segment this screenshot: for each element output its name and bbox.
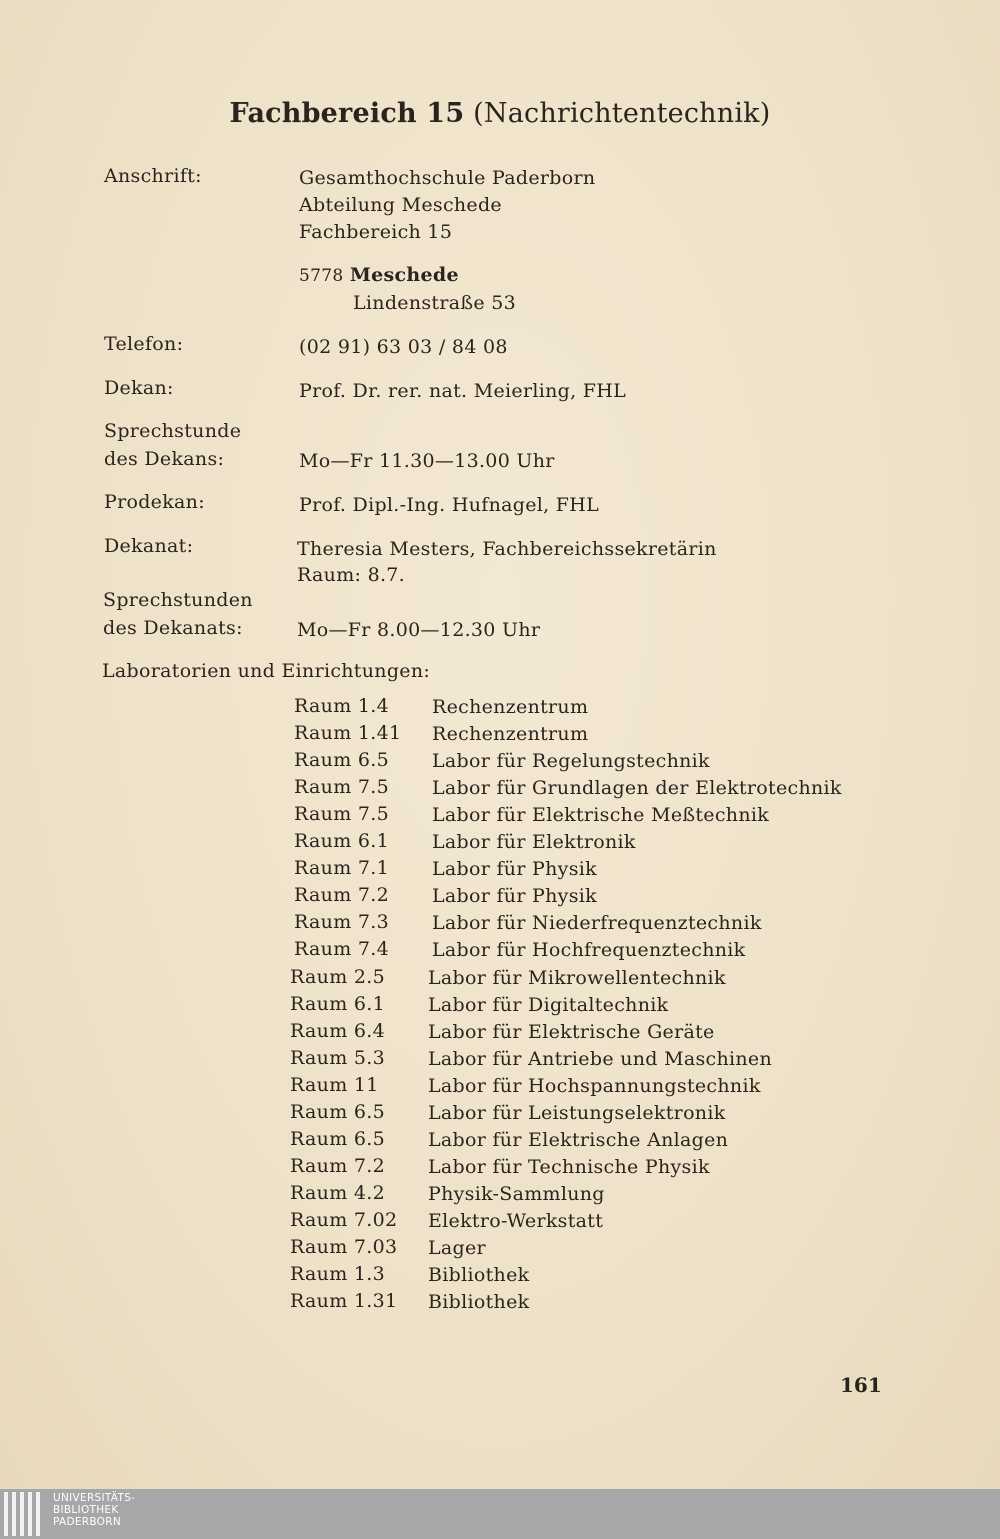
prodean-value: Prof. Dipl.-Ing. Hufnagel, FHL	[299, 494, 600, 516]
lab-room: Raum 7.2	[290, 1155, 385, 1177]
lab-room: Raum 1.3	[290, 1263, 385, 1285]
title-bold: Fachbereich 15	[229, 98, 465, 129]
lab-room: Raum 7.1	[294, 857, 389, 879]
lab-name: Elektro-Werkstatt	[428, 1210, 604, 1232]
prodean-label: Prodekan:	[104, 491, 205, 513]
lab-room: Raum 6.5	[290, 1101, 385, 1123]
lab-room: Raum 7.03	[290, 1236, 398, 1258]
footer-line2: BIBLIOTHEK	[53, 1504, 119, 1516]
dean-value: Prof. Dr. rer. nat. Meierling, FHL	[299, 380, 627, 402]
lab-name: Physik-Sammlung	[428, 1183, 605, 1205]
title-rest: (Nachrichtentechnik)	[464, 98, 771, 129]
lab-room: Raum 7.2	[294, 884, 389, 906]
phone-value: (02 91) 63 03 / 84 08	[299, 336, 508, 358]
labs-heading: Laboratorien und Einrichtungen:	[102, 660, 431, 682]
lab-room: Raum 2.5	[290, 966, 385, 988]
address-label: Anschrift:	[104, 165, 202, 187]
dean-hours-value: Mo—Fr 11.30—13.00 Uhr	[299, 450, 555, 472]
address-street: Lindenstraße 53	[353, 292, 517, 314]
address-line3: Fachbereich 15	[299, 221, 453, 243]
lab-room: Raum 6.4	[290, 1020, 385, 1042]
lab-name: Lager	[428, 1237, 486, 1259]
lab-name: Labor für Mikrowellentechnik	[428, 967, 726, 989]
lab-name: Rechenzentrum	[432, 696, 589, 718]
footer-line3: PADERBORN	[53, 1516, 121, 1528]
address-postcode: 5778	[299, 266, 344, 286]
page-number: 161	[840, 1373, 882, 1397]
dean-hours-label-1: Sprechstunde	[104, 420, 242, 442]
lab-room: Raum 11	[290, 1074, 379, 1096]
lab-room: Raum 4.2	[290, 1182, 385, 1204]
lab-name: Labor für Leistungselektronik	[428, 1102, 726, 1124]
lab-room: Raum 6.5	[290, 1128, 385, 1150]
lab-room: Raum 5.3	[290, 1047, 385, 1069]
lab-room: Raum 1.41	[294, 722, 402, 744]
office-hours-label-2: des Dekanats:	[103, 617, 243, 639]
page-title	[0, 98, 1000, 129]
lab-name: Labor für Physik	[432, 858, 597, 880]
phone-label: Telefon:	[104, 333, 184, 355]
lab-room: Raum 7.3	[294, 911, 389, 933]
office-label: Dekanat:	[104, 535, 194, 557]
lab-name: Bibliothek	[428, 1264, 530, 1286]
lab-name: Labor für Elektronik	[432, 831, 636, 853]
library-logo-icon	[4, 1492, 44, 1536]
lab-room: Raum 6.1	[290, 993, 385, 1015]
lab-name: Labor für Elektrische Geräte	[428, 1021, 715, 1043]
lab-name: Bibliothek	[428, 1291, 530, 1313]
lab-room: Raum 1.31	[290, 1290, 398, 1312]
lab-name: Labor für Hochfrequenztechnik	[432, 939, 746, 961]
lab-room: Raum 7.02	[290, 1209, 398, 1231]
lab-room: Raum 7.5	[294, 776, 389, 798]
lab-name: Labor für Elektrische Meßtechnik	[432, 804, 770, 826]
office-hours-value: Mo—Fr 8.00—12.30 Uhr	[297, 619, 541, 641]
lab-name: Labor für Grundlagen der Elektrotechnik	[432, 777, 842, 799]
dean-label: Dekan:	[104, 377, 174, 399]
address-line1: Gesamthochschule Paderborn	[299, 167, 596, 189]
library-footer	[0, 1489, 1000, 1539]
address-city: Meschede	[349, 264, 459, 286]
footer-line1: UNIVERSITÄTS-	[53, 1492, 136, 1504]
lab-name: Labor für Digitaltechnik	[428, 994, 669, 1016]
lab-name: Labor für Hochspannungstechnik	[428, 1075, 761, 1097]
lab-room: Raum 6.5	[294, 749, 389, 771]
office-value-2: Raum: 8.7.	[297, 564, 406, 586]
lab-room: Raum 1.4	[294, 695, 389, 717]
lab-name: Labor für Elektrische Anlagen	[428, 1129, 729, 1151]
office-hours-label-1: Sprechstunden	[103, 589, 253, 611]
lab-room: Raum 7.5	[294, 803, 389, 825]
lab-name: Labor für Niederfrequenztechnik	[432, 912, 762, 934]
office-value-1: Theresia Mesters, Fachbereichssekretärin	[297, 538, 717, 560]
lab-name: Labor für Physik	[432, 885, 597, 907]
lab-name: Labor für Regelungstechnik	[432, 750, 710, 772]
lab-name: Labor für Antriebe und Maschinen	[428, 1048, 772, 1070]
lab-room: Raum 6.1	[294, 830, 389, 852]
lab-room: Raum 7.4	[294, 938, 389, 960]
dean-hours-label-2: des Dekans:	[104, 448, 225, 470]
lab-name: Labor für Technische Physik	[428, 1156, 710, 1178]
address-city-line	[299, 264, 459, 286]
library-logo-text	[53, 1492, 135, 1528]
lab-name: Rechenzentrum	[432, 723, 589, 745]
address-line2: Abteilung Meschede	[299, 194, 502, 216]
